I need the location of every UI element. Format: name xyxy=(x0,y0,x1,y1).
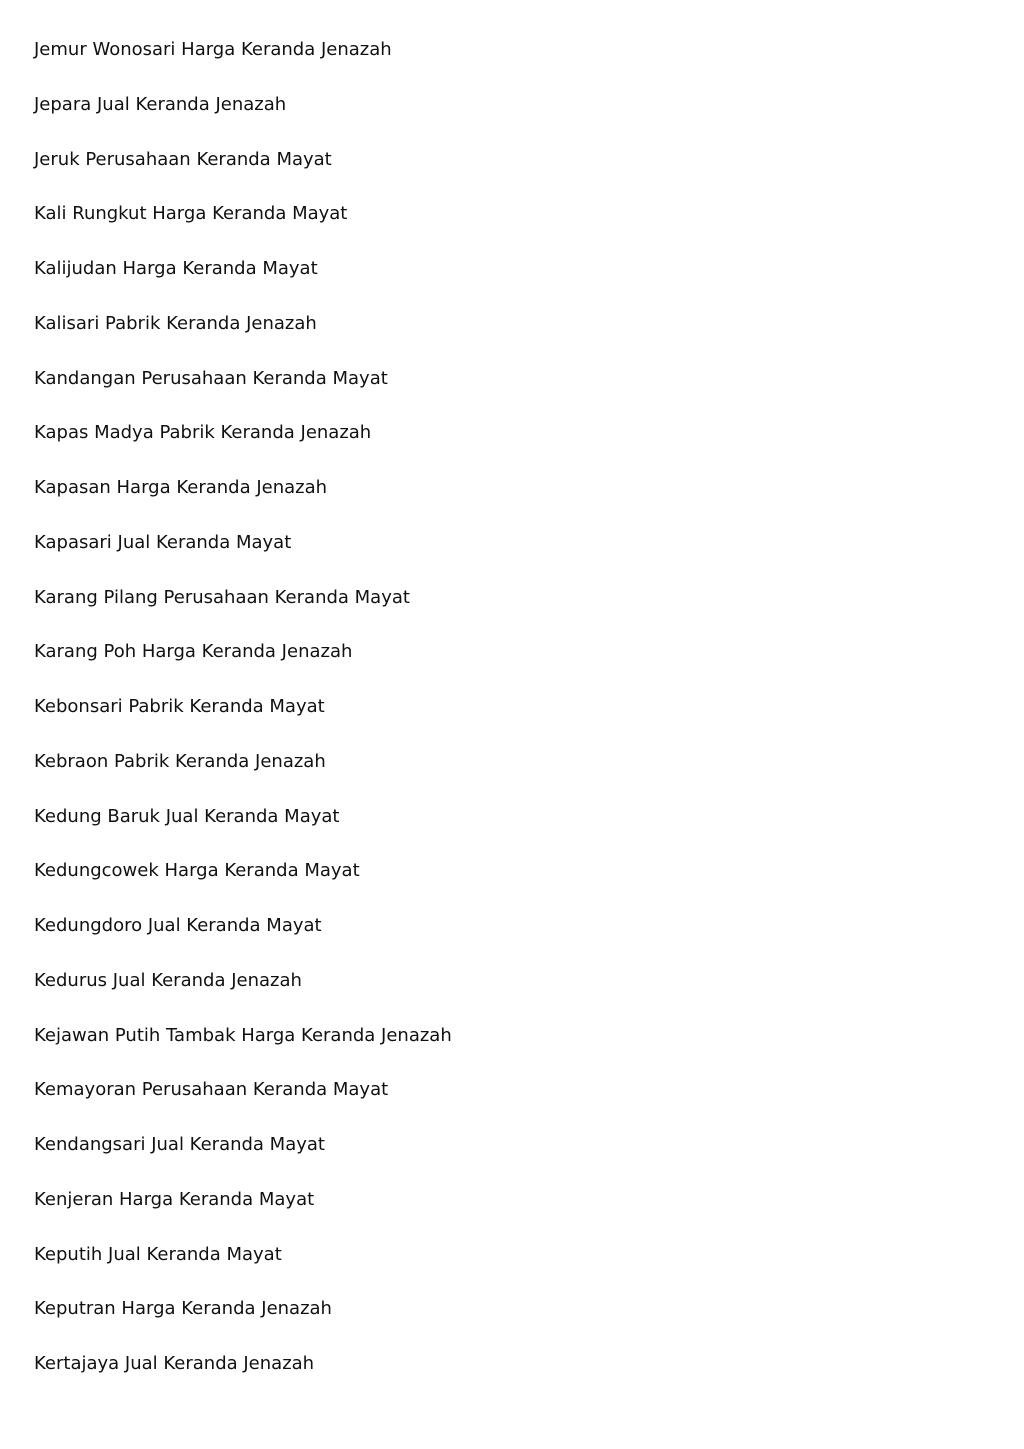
list-item: Kenjeran Harga Keranda Mayat xyxy=(34,1188,315,1210)
list-item: Karang Poh Harga Keranda Jenazah xyxy=(34,641,353,663)
list-item: Kendangsari Jual Keranda Mayat xyxy=(34,1134,325,1155)
list-item: Jeruk Perusahaan Keranda Mayat xyxy=(34,148,332,170)
list-item: Keputih Jual Keranda Mayat xyxy=(34,1243,282,1265)
list-item: Kapas Madya Pabrik Keranda Jenazah xyxy=(34,422,372,444)
list-item: Kebonsari Pabrik Keranda Mayat xyxy=(34,696,325,717)
list-item: Kapasan Harga Keranda Jenazah xyxy=(34,477,328,498)
list-item: Kali Rungkut Harga Keranda Mayat xyxy=(34,203,348,225)
list-item: Kalijudan Harga Keranda Mayat xyxy=(34,258,318,279)
list-item: Kebraon Pabrik Keranda Jenazah xyxy=(34,750,326,772)
list-item: Kejawan Putih Tambak Harga Keranda Jenazah xyxy=(34,1024,452,1046)
list-item: Kalisari Pabrik Keranda Jenazah xyxy=(34,312,317,334)
list-item: Kapasari Jual Keranda Mayat xyxy=(34,531,292,553)
list-item: Kedung Baruk Jual Keranda Mayat xyxy=(34,805,340,827)
list-item: Kandangan Perusahaan Keranda Mayat xyxy=(34,367,388,389)
list-item: Keputran Harga Keranda Jenazah xyxy=(34,1298,332,1320)
entry-list xyxy=(34,36,452,1405)
list-item: Kedungcowek Harga Keranda Mayat xyxy=(34,860,360,882)
list-item: Kedungdoro Jual Keranda Mayat xyxy=(34,915,322,936)
list-item: Karang Pilang Perusahaan Keranda Mayat xyxy=(34,586,410,608)
list-item: Jepara Jual Keranda Jenazah xyxy=(34,93,287,115)
list-item: Kemayoran Perusahaan Keranda Mayat xyxy=(34,1079,389,1101)
list-item: Jemur Wonosari Harga Keranda Jenazah xyxy=(34,39,392,60)
list-item: Kedurus Jual Keranda Jenazah xyxy=(34,969,302,991)
list-item: Kertajaya Jual Keranda Jenazah xyxy=(34,1353,315,1374)
